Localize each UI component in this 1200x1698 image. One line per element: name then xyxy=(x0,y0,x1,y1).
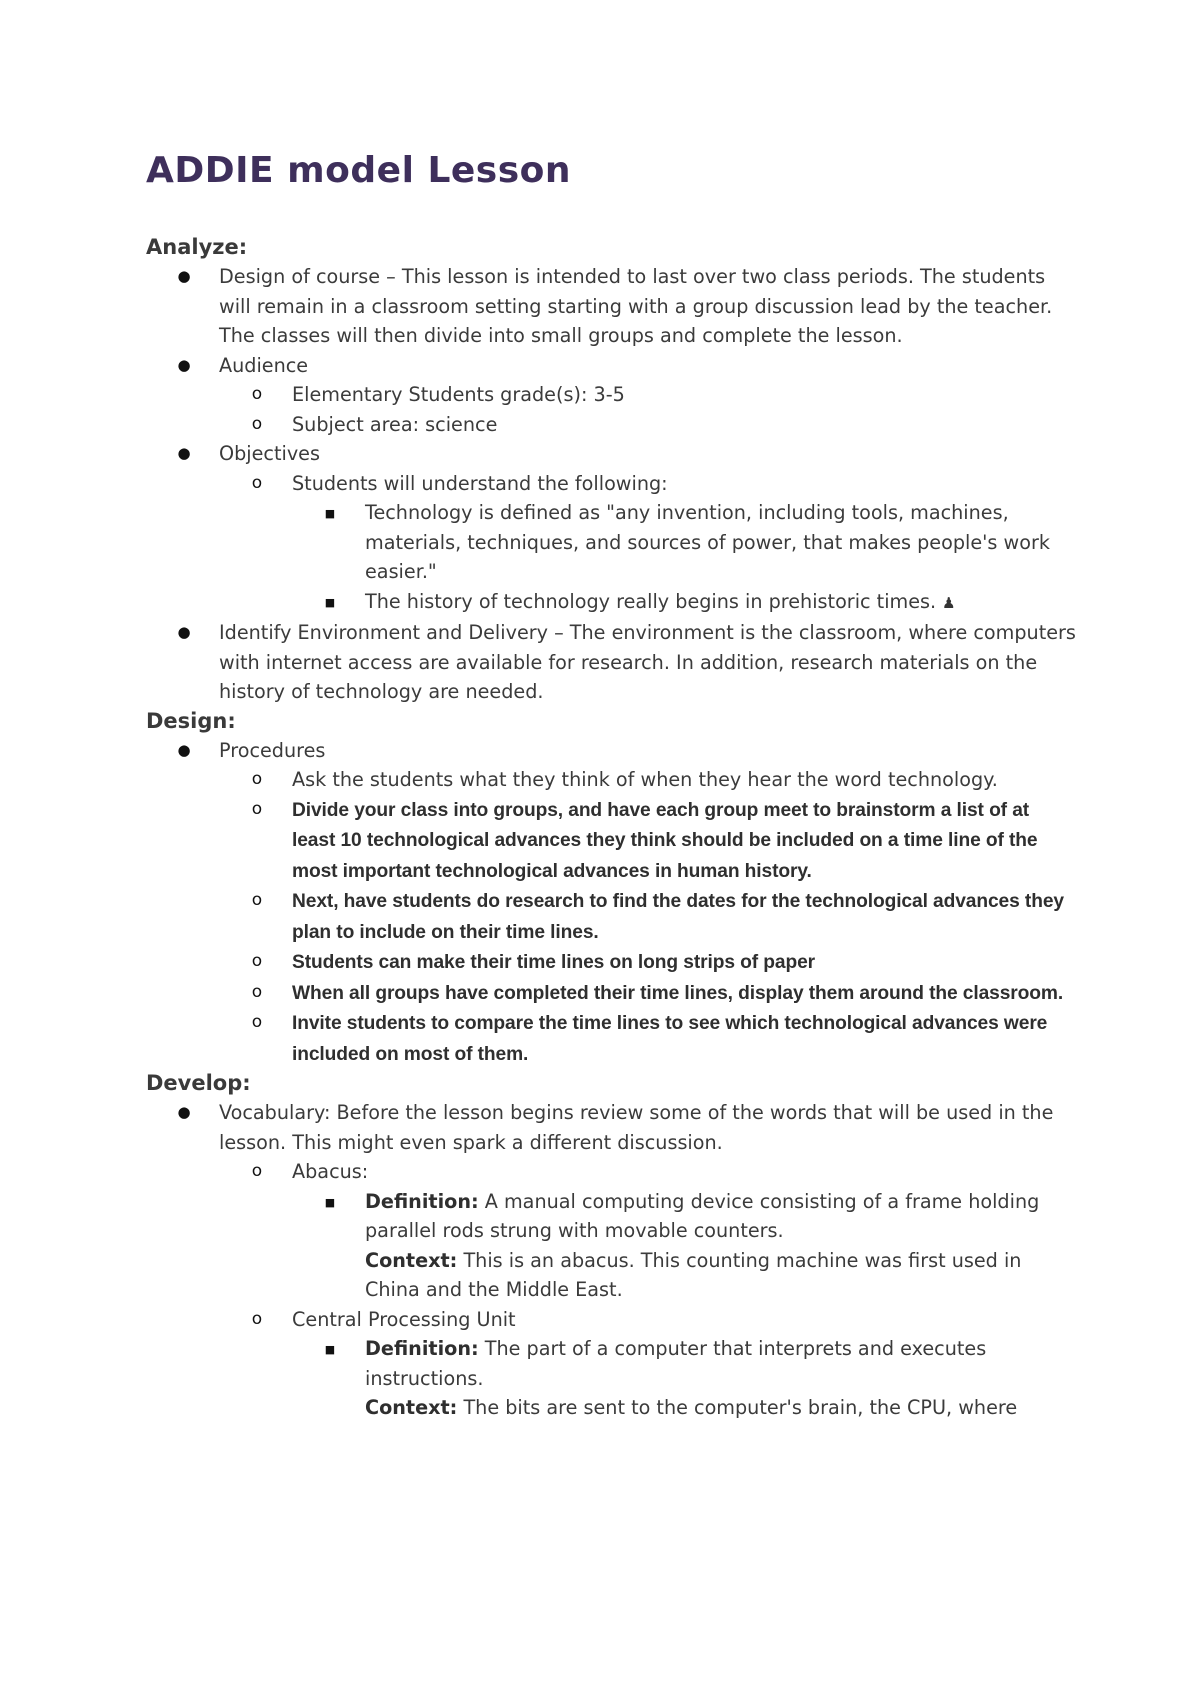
list-item xyxy=(146,1098,1076,1423)
bullet-circle-icon: o xyxy=(251,981,263,1002)
design-list xyxy=(146,736,1076,1070)
document-title: ADDIE model Lesson xyxy=(146,150,572,191)
procedures-label: Procedures xyxy=(219,738,326,762)
list-item xyxy=(146,439,1076,618)
list-item xyxy=(219,1305,1076,1423)
analyze-list xyxy=(146,262,1076,707)
list-item xyxy=(219,795,1076,887)
list-item xyxy=(219,886,1076,947)
context-text: The bits are sent to the computer's brain, the CPU, where xyxy=(457,1396,1018,1419)
bullet-circle-icon: o xyxy=(251,1012,263,1032)
vocabulary-text: Vocabulary: Before the lesson begins review some of the words that will be used in the lesson. This might even spark a different discussion. xyxy=(219,1101,1054,1154)
term-details xyxy=(292,1334,1076,1423)
objectives-sublist xyxy=(219,469,1076,619)
document-page xyxy=(146,150,1076,1423)
list-item xyxy=(292,1187,1076,1305)
environment-text: Identify Environment and Delivery – The environment is the classroom, where computers with internet access are available for research. In addition, research materials on the history of technology are needed. xyxy=(219,621,1076,703)
bullet-circle-icon: o xyxy=(251,472,263,493)
list-item xyxy=(146,351,1076,440)
context-label: Context: xyxy=(365,1248,458,1272)
bullet-square-icon: ■ xyxy=(324,507,336,520)
bullet-circle-icon: o xyxy=(251,951,263,971)
bullet-square-icon: ■ xyxy=(324,1343,336,1356)
list-item xyxy=(219,380,1076,410)
design-heading: Design: xyxy=(146,708,236,733)
definition-text: The part of a computer that interprets and executes instructions. xyxy=(365,1337,987,1390)
bullet-disc-icon: ● xyxy=(177,1103,191,1121)
list-item xyxy=(219,1157,1076,1305)
definition-label: Definition: xyxy=(365,1189,479,1213)
list-item xyxy=(219,410,1076,440)
procedure-step-text: When all groups have completed their time lines, display them around the classroom. xyxy=(292,982,1064,1004)
term-details xyxy=(292,1187,1076,1305)
list-item xyxy=(219,469,1076,619)
procedure-steps xyxy=(219,765,1076,1069)
procedure-step-text: Invite students to compare the time lines to see which technological advances were included on most of them. xyxy=(292,1013,1048,1065)
bullet-circle-icon: o xyxy=(251,1161,263,1181)
list-item xyxy=(219,765,1076,795)
context-text: This is an abacus. This counting machine was first used in China and the Middle East. xyxy=(365,1248,1022,1301)
bullet-square-icon: ■ xyxy=(324,595,336,609)
bullet-disc-icon: ● xyxy=(177,740,191,759)
chess-pawn-icon: ♟ xyxy=(942,593,956,612)
bullet-disc-icon: ● xyxy=(177,355,191,374)
bullet-disc-icon: ● xyxy=(177,267,191,285)
audience-grade-text: Elementary Students grade(s): 3-5 xyxy=(292,383,625,406)
definition-label: Definition: xyxy=(365,1337,479,1360)
list-item xyxy=(292,498,1076,587)
list-item xyxy=(146,618,1076,707)
vocabulary-terms xyxy=(219,1157,1076,1423)
term-label: Abacus: xyxy=(292,1160,369,1183)
bullet-disc-icon: ● xyxy=(177,444,191,462)
context-label: Context: xyxy=(365,1396,458,1419)
definition-text: A manual computing device consisting of a frame holding parallel rods strung with movable counters. xyxy=(365,1189,1040,1242)
term-label: Central Processing Unit xyxy=(292,1307,516,1331)
procedure-step-text: Ask the students what they think of when they hear the word technology. xyxy=(292,768,998,791)
list-item xyxy=(219,947,1076,978)
objective-point-text: The history of technology really begins in prehistoric times. xyxy=(365,589,937,613)
procedure-step-text: Next, have students do research to find the dates for the technological advances they plan to include on their time lines. xyxy=(292,891,1064,943)
objectives-label: Objectives xyxy=(219,442,320,465)
develop-heading: Develop: xyxy=(146,1071,251,1095)
develop-list xyxy=(146,1098,1076,1423)
design-of-course-text: Design of course – This lesson is intended to last over two class periods. The students will remain in a classroom setting starting with a group discussion lead by the teacher. The classes will then divide into small groups and complete the lesson. xyxy=(219,265,1053,347)
list-item xyxy=(146,262,1076,351)
audience-label: Audience xyxy=(219,353,309,377)
list-item xyxy=(219,978,1076,1009)
analyze-heading: Analyze: xyxy=(146,235,248,259)
bullet-circle-icon: o xyxy=(251,890,263,910)
procedure-step-text: Divide your class into groups, and have each group meet to brainstorm a list of at least 10 technological advances they think should be included on a time line of the most important technological advances in human history. xyxy=(292,799,1038,882)
bullet-circle-icon: o xyxy=(251,413,263,434)
list-item xyxy=(292,587,1076,619)
bullet-circle-icon: o xyxy=(251,384,263,404)
bullet-circle-icon: o xyxy=(251,769,263,789)
objectives-sub-text: Students will understand the following: xyxy=(292,471,668,495)
list-item xyxy=(219,1008,1076,1069)
objectives-points xyxy=(292,498,1076,618)
bullet-square-icon: ■ xyxy=(324,1195,336,1209)
objective-point-text: Technology is defined as "any invention, including tools, machines, materials, techniques, and sources of power, that makes people's work easier." xyxy=(365,501,1050,583)
audience-subject-text: Subject area: science xyxy=(292,412,498,436)
list-item xyxy=(146,736,1076,1070)
bullet-circle-icon: o xyxy=(251,798,263,819)
list-item xyxy=(292,1334,1076,1423)
audience-sublist xyxy=(219,380,1076,439)
bullet-circle-icon: o xyxy=(251,1308,263,1329)
bullet-disc-icon: ● xyxy=(177,623,191,641)
procedure-step-text: Students can make their time lines on long strips of paper xyxy=(292,952,816,973)
